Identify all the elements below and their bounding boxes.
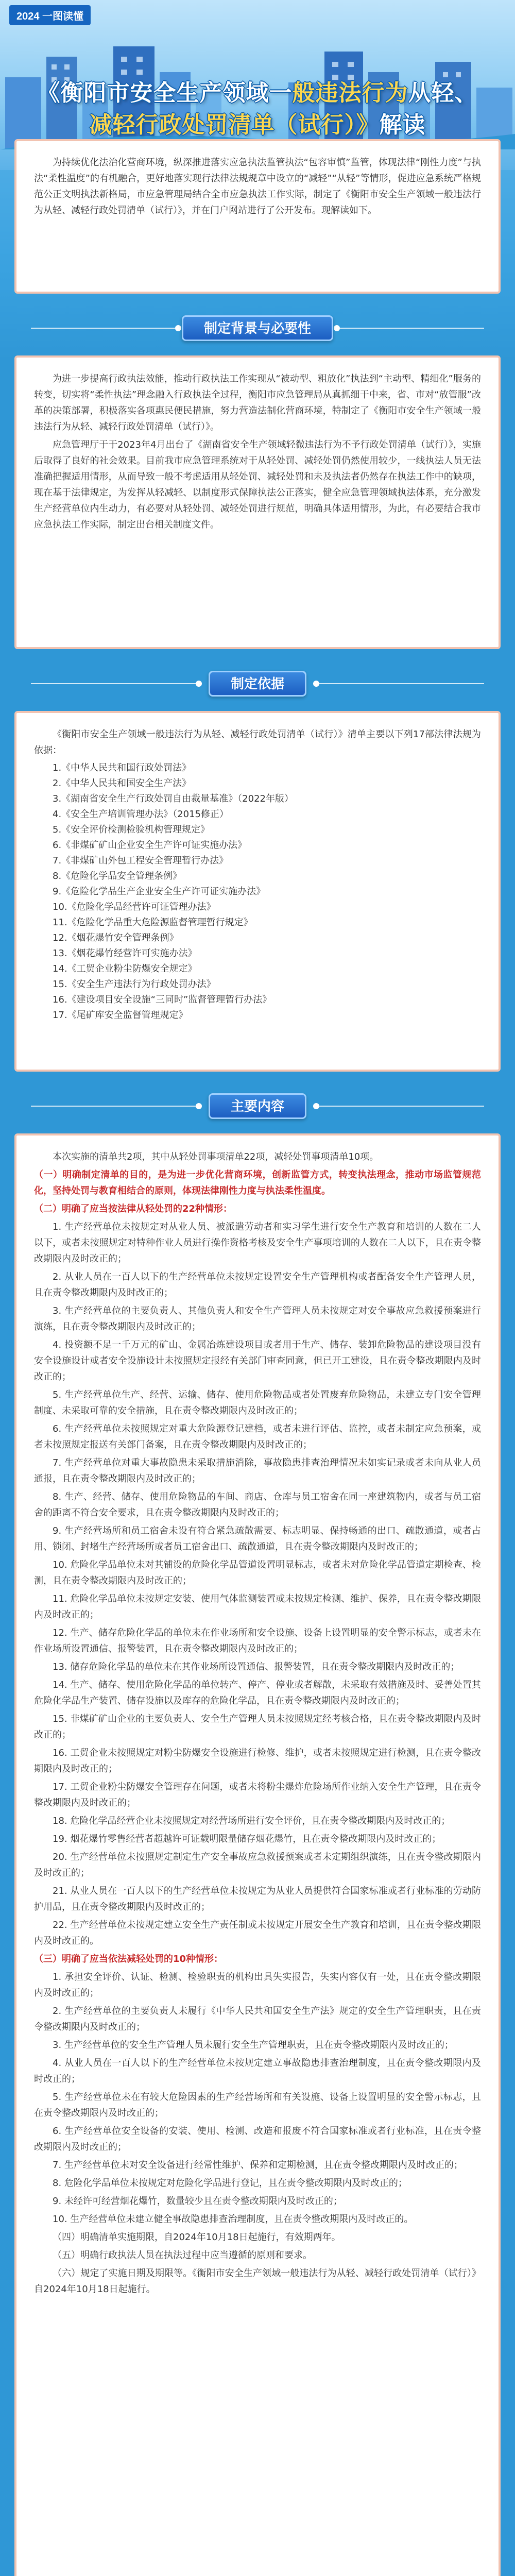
basis-item: 9.《危险化学品生产企业安全生产许可证实施办法》 <box>53 886 266 897</box>
intro-card <box>14 139 501 294</box>
intro-text: 为持续优化法治化营商环境，纵深推进落实应急执法监管执法“包容审慎”监管，体现法律“刚性力度”与执法“柔性温度”的有机融合，更好地落实现行法律法规规章中设立的“减轻”“从轻”等情形，促进应急系统严格规范公正文明执法新格局，市应急管理局结合全市应急执法工作实际，制定了《衡阳市安全生产领域一般违法行为从轻、减轻行政处罚清单（试行）》，并在门户网站进行了公开发布。现解读如下。 <box>34 157 481 216</box>
title-part: 《衡阳市安全生产领域一 <box>37 80 293 106</box>
basis-item: 12.《烟花爆竹安全管理条例》 <box>53 933 179 943</box>
light-item: 20. 生产经营单位未按照规定制定生产安全事故应急救援预案或者未定期组织演练，且在责令整改期限内及时改正的； <box>34 1852 481 1878</box>
section-header-basis <box>0 670 515 698</box>
content-subtitle: （三）明确了应当依法减轻处罚的10种情形： <box>34 1954 224 1964</box>
light-item: 1. 生产经营单位未按规定对从业人员、被派遣劳动者和实习学生进行安全生产教育和培训的人数在二人以下，或者未按照规定对特种作业人员进行操作资格考核及安全生产事项培训的人数在二人以下，且在责令整改期限内及时改正的； <box>34 1222 481 1264</box>
basis-item: 14.《工贸企业粉尘防爆安全规定》 <box>53 963 197 974</box>
basis-item: 1.《中华人民共和国行政处罚法》 <box>53 762 192 773</box>
content-subtitle: （一）明确制定清单的目的，是为进一步优化营商环境，创新监管方式，转变执法理念，推动市场监管规范化，坚持处罚与教育相结合的原则，体现法律刚性力度与执法柔性温度。 <box>34 1170 481 1196</box>
reduce-item: 1. 承担安全评价、认证、检测、检验职责的机构出具失实报告，失实内容仅有一处，且在责令整改期限内及时改正的； <box>34 1972 481 1998</box>
basis-card <box>14 711 501 1072</box>
light-item: 14. 生产、储存、使用危险化学品的单位转产、停产、停业或者解散，未采取有效措施及时、妥善处置其危险化学品生产装置、储存设施以及库存的危险化学品，且在责令整改期限内及时改正的； <box>34 1680 481 1706</box>
light-item: 21. 从业人员在一百人以下的生产经营单位未按规定为从业人员提供符合国家标准或者行业标准的劳动防护用品，且在责令整改期限内及时改正的； <box>34 1886 481 1912</box>
light-item: 19. 烟花爆竹零售经营者超越许可证载明限量储存烟花爆竹，且在责令整改期限内及时改正的； <box>53 1834 441 1844</box>
page-title <box>0 77 515 141</box>
reduce-item: 6. 生产经营单位安全设备的安装、使用、检测、改造和报废不符合国家标准或者行业标准，且在责令整改期限内及时改正的； <box>34 2126 481 2153</box>
light-item: 17. 工贸企业粉尘防爆安全管理存在问题，或者未将粉尘爆炸危险场所作业纳入安全生产管理，且在责令整改期限内及时改正的； <box>34 1782 481 1808</box>
title-line-1 <box>0 77 515 109</box>
title-highlight: 般违法行为 <box>292 80 408 106</box>
light-item: 3. 生产经营单位的主要负责人、其他负责人和安全生产管理人员未按规定对安全事故应急救援预案进行演练，且在责令整改期限内及时改正的； <box>34 1306 481 1332</box>
background-paragraph: 应急管理厅于于2023年4月出台了《湖南省安全生产领域轻微违法行为不予行政处罚清单（试行）》，实施后取得了良好的社会效果。目前我市应急管理系统对于从轻处罚、减轻处罚仍然使用较少，一线执法人员无法准确把握适用情形，从而导致一般不考虑适用从轻处罚、减轻处罚和未及执法者仍然存在执法工作中的缺项，现在基于法律规定，为发挥从轻减轻、以制度形式保障执法公正落实，健全应急管理领域执法体系，充分激发生产经营单位内生动力，有必要对从轻处罚、减轻处罚进行规范，明确具体适用情形，为此，有必要结合我市应急执法工作实际，制定出台相关制度文件。 <box>34 439 481 530</box>
basis-item: 15.《安全生产违法行为行政处罚办法》 <box>53 979 216 990</box>
basis-item: 8.《危险化学品安全管理条例》 <box>53 871 182 882</box>
basis-item: 4.《安全生产培训管理办法》（2015修正） <box>53 809 229 820</box>
background-card <box>14 355 501 649</box>
reduce-item: 10. 生产经营单位未建立健全事故隐患排查治理制度，且在责令整改期限内及时改正的。 <box>53 2214 414 2225</box>
reduce-item: 4. 从业人员在一百人以下的生产经营单位未按规定建立事故隐患排查治理制度，且在责令整改期限内及时改正的； <box>34 2058 481 2084</box>
content-intro: 本次实施的清单共2项，其中从轻处罚事项清单22项，减轻处罚事项清单10项。 <box>53 1151 379 1162</box>
light-item: 10. 危险化学品单位未对其铺设的危险化学品管道设置明显标志，或者未对危险化学品管道定期检查、检测，且在责令整改期限内及时改正的； <box>34 1560 481 1586</box>
background-paragraph: 为进一步提高行政执法效能，推动行政执法工作实现从“被动型、粗放化”执法到“主动型、精细化”服务的转变，切实将“柔性执法”理念融入行政执法全过程，衡阳市应急管理局从真抓细干中来，省、市对“放管服”改革的决策部署，积极落实各项惠民便民措施，努力营造法制化营商环境，特制定了《衡阳市安全生产领域一般违法行为从轻、减轻行政处罚清单（试行）》。 <box>34 374 481 432</box>
header-tag: 2024 一图读懂 <box>9 5 91 25</box>
content-paragraph: （五）明确行政执法人员在执法过程中应当遵循的原则和要求。 <box>53 2250 312 2261</box>
basis-item: 11.《危险化学品重大危险源监督管理暂行规定》 <box>53 917 253 928</box>
basis-intro: 《衡阳市安全生产领域一般违法行为从轻、减轻行政处罚清单（试行）》清单主要以下列17部法律法规为依据： <box>34 729 481 756</box>
section-title: 制定依据 <box>209 671 306 697</box>
basis-item: 3.《湖南省安全生产行政处罚自由裁量基准》（2022年版） <box>53 793 294 804</box>
light-item: 11. 危险化学品单位未按规定安装、使用气体监测装置或未按规定检测、维护、保养，且在责令整改期限内及时改正的； <box>34 1594 481 1620</box>
light-item: 12. 生产、储存危险化学品的单位未在作业场所和安全设施、设备上设置明显的安全警示标志，或者未在作业场所设置通信、报警装置，且在责令整改期限内及时改正的； <box>34 1628 481 1654</box>
title-part: 从轻、 <box>408 80 478 106</box>
light-item: 8. 生产、经营、储存、使用危险物品的车间、商店、仓库与员工宿舍在同一座建筑物内，或者与员工宿舍的距离不符合安全要求，且在责令整改期限内及时改正的； <box>34 1492 481 1518</box>
basis-item: 7.《非煤矿山外包工程安全管理暂行办法》 <box>53 855 229 866</box>
light-item: 4. 投资额不足一千万元的矿山、金属冶炼建设项目或者用于生产、储存、装卸危险物品的建设项目没有安全设施设计或者安全设施设计未按照规定报经有关部门审查同意，但已开工建设，且在责令整改期限内及时改正的； <box>34 1340 481 1382</box>
reduce-item: 9. 未经许可经营烟花爆竹，数量较少且在责令整改期限内及时改正的； <box>53 2196 342 2207</box>
reduce-item: 8. 危险化学品单位未按规定对危险化学品进行登记，且在责令整改期限内及时改正的； <box>53 2178 407 2189</box>
reduce-item: 3. 生产经营单位的安全生产管理人员未履行安全生产管理职责，且在责令整改期限内及时改正的； <box>53 2040 454 2050</box>
section-header-background <box>0 314 515 342</box>
light-item: 15. 非煤矿矿山企业的主要负责人、安全生产管理人员未按照规定经考核合格，且在责令整改期限内及时改正的； <box>34 1714 481 1740</box>
section-header-content <box>0 1092 515 1120</box>
reduce-item: 5. 生产经营单位未在有较大危险因素的生产经营场所和有关设施、设备上设置明显的安全警示标志，且在责令整改期限内及时改正的； <box>34 2092 481 2119</box>
basis-item: 6.《非煤矿矿山企业安全生产许可证实施办法》 <box>53 840 247 851</box>
light-item: 2. 从业人员在一百人以下的生产经营单位未按规定设置安全生产管理机构或者配备安全生产管理人员，且在责令整改期限内及时改正的； <box>34 1272 481 1298</box>
light-item: 7. 生产经营单位对重大事故隐患未采取措施消除，事故隐患排查治理情况未如实记录或者未向从业人员通报，且在责令整改期限内及时改正的； <box>34 1458 481 1484</box>
section-title: 主要内容 <box>209 1093 306 1119</box>
content-paragraph: （四）明确清单实施期限，自2024年10月18日起施行，有效期两年。 <box>53 2232 341 2243</box>
reduce-item: 2. 生产经营单位的主要负责人未履行《中华人民共和国安全生产法》规定的安全生产管理职责，且在责令整改期限内及时改正的； <box>34 2006 481 2032</box>
title-highlight: 减轻行政处罚清单（试行）》 <box>89 112 380 138</box>
section-title: 制定背景与必要性 <box>182 315 333 341</box>
light-item: 13. 储存危险化学品的单位未在其作业场所设置通信、报警装置，且在责令整改期限内及时改正的； <box>53 1662 460 1672</box>
basis-list <box>34 760 481 1023</box>
light-item: 9. 生产经营场所和员工宿舍未设有符合紧急疏散需要、标志明显、保持畅通的出口、疏散通道，或者占用、锁闭、封堵生产经营场所或者员工宿舍出口、疏散通道，且在责令整改期限内及时改正的； <box>34 1526 481 1552</box>
light-item: 16. 工贸企业未按照规定对粉尘防爆安全设施进行检修、维护，或者未按照规定进行检测，且在责令整改期限内及时改正的； <box>34 1748 481 1774</box>
basis-item: 5.《安全评价检测检验机构管理规定》 <box>53 824 210 835</box>
content-paragraph: （六）规定了实施日期及期限等。《衡阳市安全生产领域一般违法行为从轻、减轻行政处罚清单（试行）》自2024年10月18日起施行。 <box>34 2268 481 2295</box>
light-item: 22. 生产经营单位未按规定建立安全生产责任制或未按规定开展安全生产教育和培训，且在责令整改期限内及时改正的。 <box>34 1920 481 1946</box>
basis-item: 16.《建设项目安全设施“三同时”监督管理暂行办法》 <box>53 994 272 1005</box>
content-subtitle: （二）明确了应当按法律从轻处罚的22种情形： <box>34 1204 233 1214</box>
basis-item: 13.《烟花爆竹经营许可实施办法》 <box>53 948 197 959</box>
basis-item: 10.《危险化学品经营许可证管理办法》 <box>53 902 216 912</box>
title-line-2 <box>0 109 515 141</box>
content-card <box>14 1133 501 2576</box>
light-item: 5. 生产经营单位生产、经营、运输、储存、使用危险物品或者处置废弃危险物品，未建立专门安全管理制度、未采取可靠的安全措施，且在责令整改期限内及时改正的； <box>34 1389 481 1416</box>
basis-item: 17.《尾矿库安全监督管理规定》 <box>53 1010 188 1021</box>
light-item: 6. 生产经营单位未按照规定对重大危险源登记建档，或者未进行评估、监控，或者未制定应急预案，或者未按照规定报送有关部门备案，且在责令整改期限内及时改正的； <box>34 1423 481 1450</box>
basis-item: 2.《中华人民共和国安全生产法》 <box>53 778 192 789</box>
reduce-item: 7. 生产经营单位未对安全设备进行经常性维护、保养和定期检测，且在责令整改期限内及时改正的； <box>53 2160 463 2171</box>
light-item: 18. 危险化学品经营企业未按照规定对经营场所进行安全评价，且在责令整改期限内及时改正的； <box>53 1816 451 1826</box>
title-part: 解读 <box>379 112 426 138</box>
